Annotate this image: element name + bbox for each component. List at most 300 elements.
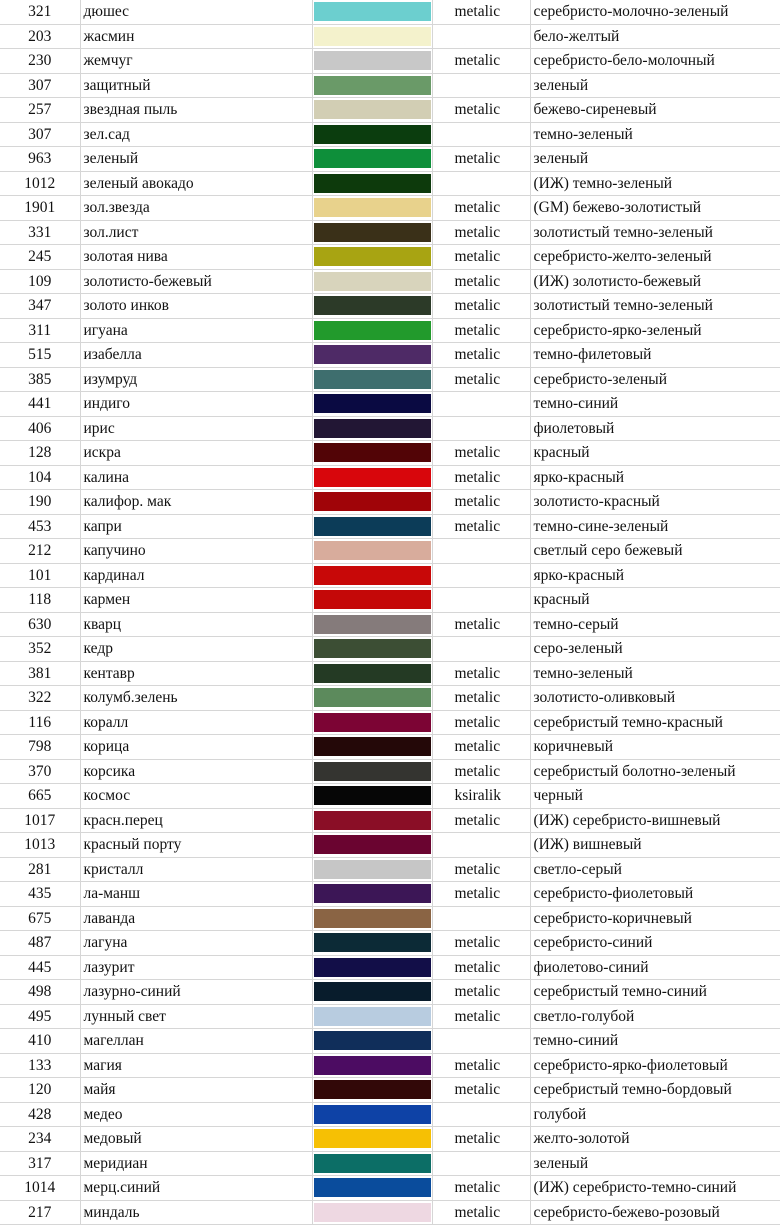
paint-type: metalic (432, 710, 530, 735)
color-swatch (314, 198, 431, 217)
color-description: серебристый болотно-зеленый (530, 759, 780, 784)
color-swatch-cell (312, 735, 432, 760)
table-row (0, 220, 780, 245)
color-swatch-cell (312, 1029, 432, 1054)
table-row (0, 245, 780, 270)
color-swatch-cell (312, 1053, 432, 1078)
table-row (0, 1004, 780, 1029)
color-description: желто-золотой (530, 1127, 780, 1152)
color-swatch-cell (312, 686, 432, 711)
color-code: 435 (0, 882, 80, 907)
paint-type: metalic (432, 147, 530, 172)
paint-type: metalic (432, 294, 530, 319)
color-description: серебристо-бело-молочный (530, 49, 780, 74)
table-row (0, 1029, 780, 1054)
color-name: корсика (80, 759, 312, 784)
color-swatch-cell (312, 759, 432, 784)
table-row (0, 833, 780, 858)
table-row (0, 612, 780, 637)
color-swatch-cell (312, 661, 432, 686)
color-code: 281 (0, 857, 80, 882)
color-swatch (314, 1080, 431, 1099)
color-code: 118 (0, 588, 80, 613)
color-name: игуана (80, 318, 312, 343)
paint-type: metalic (432, 931, 530, 956)
color-description: серебристо-ярко-фиолетовый (530, 1053, 780, 1078)
table-row (0, 98, 780, 123)
paint-type (432, 906, 530, 931)
color-swatch-cell (312, 1102, 432, 1127)
table-row (0, 465, 780, 490)
table-row (0, 710, 780, 735)
color-description: бело-желтый (530, 24, 780, 49)
color-name: лунный свет (80, 1004, 312, 1029)
table-row (0, 563, 780, 588)
color-code: 410 (0, 1029, 80, 1054)
color-swatch-cell (312, 588, 432, 613)
color-swatch-cell (312, 245, 432, 270)
color-code: 203 (0, 24, 80, 49)
color-swatch (314, 492, 431, 511)
color-name: индиго (80, 392, 312, 417)
paint-type: metalic (432, 1078, 530, 1103)
paint-type (432, 1151, 530, 1176)
color-code: 385 (0, 367, 80, 392)
color-code: 257 (0, 98, 80, 123)
color-swatch (314, 76, 431, 95)
color-swatch (314, 2, 431, 21)
color-swatch (314, 272, 431, 291)
table-row (0, 539, 780, 564)
color-swatch (314, 1154, 431, 1173)
color-code: 370 (0, 759, 80, 784)
table-row (0, 686, 780, 711)
color-swatch (314, 1007, 431, 1026)
color-code: 104 (0, 465, 80, 490)
color-name: миндаль (80, 1200, 312, 1225)
color-swatch (314, 1129, 431, 1148)
color-description: (ИЖ) золотисто-бежевый (530, 269, 780, 294)
color-code: 495 (0, 1004, 80, 1029)
color-code: 101 (0, 563, 80, 588)
color-description: темно-синий (530, 392, 780, 417)
paint-type (432, 588, 530, 613)
color-description: зеленый (530, 147, 780, 172)
color-code: 445 (0, 955, 80, 980)
paint-type: metalic (432, 1176, 530, 1201)
color-description: (GM) бежево-золотистый (530, 196, 780, 221)
table-row (0, 857, 780, 882)
color-name: калифор. мак (80, 490, 312, 515)
color-name: лагуна (80, 931, 312, 956)
table-row (0, 514, 780, 539)
color-code: 116 (0, 710, 80, 735)
color-code: 798 (0, 735, 80, 760)
table-row (0, 490, 780, 515)
color-name: калина (80, 465, 312, 490)
paint-type: metalic (432, 1004, 530, 1029)
color-swatch (314, 713, 431, 732)
table-row (0, 196, 780, 221)
color-swatch-cell (312, 49, 432, 74)
table-row (0, 392, 780, 417)
color-description: серебристо-фиолетовый (530, 882, 780, 907)
color-description: темно-зеленый (530, 661, 780, 686)
table-row (0, 24, 780, 49)
paint-type: metalic (432, 980, 530, 1005)
paint-type: metalic (432, 808, 530, 833)
table-row (0, 294, 780, 319)
color-name: зеленый (80, 147, 312, 172)
color-swatch (314, 517, 431, 536)
table-row (0, 906, 780, 931)
color-code: 190 (0, 490, 80, 515)
paint-type: metalic (432, 441, 530, 466)
color-description: (ИЖ) вишневый (530, 833, 780, 858)
color-description: серебристо-коричневый (530, 906, 780, 931)
color-swatch (314, 786, 431, 805)
color-name: коралл (80, 710, 312, 735)
paint-type: ksiralik (432, 784, 530, 809)
color-swatch-cell (312, 857, 432, 882)
color-swatch (314, 247, 431, 266)
color-name: медовый (80, 1127, 312, 1152)
color-code: 630 (0, 612, 80, 637)
color-code: 109 (0, 269, 80, 294)
table-row (0, 441, 780, 466)
color-swatch-cell (312, 294, 432, 319)
table-row (0, 171, 780, 196)
table-row (0, 1102, 780, 1127)
color-swatch-cell (312, 441, 432, 466)
table-row (0, 735, 780, 760)
color-name: магия (80, 1053, 312, 1078)
color-description: красный (530, 441, 780, 466)
paint-type (432, 24, 530, 49)
color-description: зеленый (530, 73, 780, 98)
color-code: 1013 (0, 833, 80, 858)
color-code: 1012 (0, 171, 80, 196)
table-row (0, 0, 780, 24)
color-name: зол.лист (80, 220, 312, 245)
color-name: магеллан (80, 1029, 312, 1054)
paint-type (432, 637, 530, 662)
color-name: искра (80, 441, 312, 466)
color-swatch-cell (312, 24, 432, 49)
color-code: 347 (0, 294, 80, 319)
color-name: жемчуг (80, 49, 312, 74)
color-code: 317 (0, 1151, 80, 1176)
table-row (0, 318, 780, 343)
color-name: капучино (80, 539, 312, 564)
color-swatch-cell (312, 392, 432, 417)
color-swatch (314, 762, 431, 781)
color-swatch-cell (312, 955, 432, 980)
table-row (0, 955, 780, 980)
color-description: золотистый темно-зеленый (530, 220, 780, 245)
color-code: 217 (0, 1200, 80, 1225)
paint-type: metalic (432, 98, 530, 123)
table-row (0, 367, 780, 392)
color-name: зел.сад (80, 122, 312, 147)
color-description: серебристо-бежево-розовый (530, 1200, 780, 1225)
color-code: 128 (0, 441, 80, 466)
color-swatch (314, 394, 431, 413)
color-swatch-cell (312, 784, 432, 809)
color-swatch-cell (312, 514, 432, 539)
color-name: космос (80, 784, 312, 809)
paint-type: metalic (432, 735, 530, 760)
table-row (0, 588, 780, 613)
color-swatch (314, 223, 431, 242)
color-swatch (314, 639, 431, 658)
color-swatch (314, 664, 431, 683)
color-swatch-cell (312, 220, 432, 245)
paint-type: metalic (432, 490, 530, 515)
paint-type: metalic (432, 196, 530, 221)
color-swatch-cell (312, 1127, 432, 1152)
paint-type (432, 539, 530, 564)
color-description: серо-зеленый (530, 637, 780, 662)
paint-type: metalic (432, 220, 530, 245)
paint-type: metalic (432, 1200, 530, 1225)
paint-type (432, 122, 530, 147)
color-swatch (314, 835, 431, 854)
color-description: красный (530, 588, 780, 613)
color-swatch (314, 590, 431, 609)
color-code: 331 (0, 220, 80, 245)
paint-type: metalic (432, 661, 530, 686)
color-code: 487 (0, 931, 80, 956)
color-swatch (314, 566, 431, 585)
color-swatch (314, 370, 431, 389)
color-swatch (314, 125, 431, 144)
color-name: капри (80, 514, 312, 539)
color-swatch-cell (312, 196, 432, 221)
table-row (0, 980, 780, 1005)
paint-type: metalic (432, 514, 530, 539)
paint-type (432, 171, 530, 196)
color-code: 322 (0, 686, 80, 711)
color-swatch (314, 296, 431, 315)
color-swatch-cell (312, 882, 432, 907)
table-row (0, 49, 780, 74)
color-swatch-cell (312, 367, 432, 392)
paint-type: metalic (432, 857, 530, 882)
color-swatch-cell (312, 73, 432, 98)
color-name: изабелла (80, 343, 312, 368)
paint-type (432, 833, 530, 858)
color-code: 133 (0, 1053, 80, 1078)
table-row (0, 637, 780, 662)
color-swatch (314, 982, 431, 1001)
paint-type: metalic (432, 686, 530, 711)
color-name: золотисто-бежевый (80, 269, 312, 294)
color-swatch-cell (312, 147, 432, 172)
color-description: голубой (530, 1102, 780, 1127)
paint-type: metalic (432, 1053, 530, 1078)
color-swatch-cell (312, 318, 432, 343)
color-name: лазурит (80, 955, 312, 980)
color-swatch (314, 174, 431, 193)
color-code: 963 (0, 147, 80, 172)
color-name: защитный (80, 73, 312, 98)
color-name: золото инков (80, 294, 312, 319)
paint-type: metalic (432, 759, 530, 784)
color-description: (ИЖ) темно-зеленый (530, 171, 780, 196)
color-description: серебристо-молочно-зеленый (530, 0, 780, 24)
color-description: бежево-сиреневый (530, 98, 780, 123)
paint-type (432, 416, 530, 441)
color-description: серебристо-ярко-зеленый (530, 318, 780, 343)
color-swatch-cell (312, 931, 432, 956)
color-description: серебристо-синий (530, 931, 780, 956)
paint-type: metalic (432, 245, 530, 270)
paint-type: metalic (432, 318, 530, 343)
color-name: золотая нива (80, 245, 312, 270)
color-name: зеленый авокадо (80, 171, 312, 196)
color-swatch-cell (312, 833, 432, 858)
color-code: 307 (0, 122, 80, 147)
color-swatch-cell (312, 710, 432, 735)
color-code: 245 (0, 245, 80, 270)
table-row (0, 759, 780, 784)
color-swatch (314, 615, 431, 634)
color-code: 675 (0, 906, 80, 931)
color-swatch (314, 737, 431, 756)
color-description: светло-серый (530, 857, 780, 882)
paint-type: metalic (432, 343, 530, 368)
color-swatch (314, 1178, 431, 1197)
color-name: дюшес (80, 0, 312, 24)
color-swatch-cell (312, 563, 432, 588)
color-code: 230 (0, 49, 80, 74)
color-swatch-cell (312, 539, 432, 564)
color-description: фиолетовый (530, 416, 780, 441)
table-row (0, 882, 780, 907)
color-description: (ИЖ) серебристо-вишневый (530, 808, 780, 833)
color-swatch-cell (312, 637, 432, 662)
table-row (0, 122, 780, 147)
color-swatch (314, 1203, 431, 1222)
color-swatch (314, 27, 431, 46)
table-row (0, 343, 780, 368)
color-description: золотисто-оливковый (530, 686, 780, 711)
color-name: красный порту (80, 833, 312, 858)
color-name: изумруд (80, 367, 312, 392)
color-name: звездная пыль (80, 98, 312, 123)
color-name: ла-манш (80, 882, 312, 907)
color-description: светло-голубой (530, 1004, 780, 1029)
color-code: 428 (0, 1102, 80, 1127)
color-swatch (314, 933, 431, 952)
table-row (0, 147, 780, 172)
color-description: светлый серо бежевый (530, 539, 780, 564)
color-swatch-cell (312, 465, 432, 490)
paint-type: metalic (432, 367, 530, 392)
table-row (0, 416, 780, 441)
color-code: 120 (0, 1078, 80, 1103)
color-swatch (314, 149, 431, 168)
paint-type (432, 563, 530, 588)
paint-type: metalic (432, 1127, 530, 1152)
color-code: 515 (0, 343, 80, 368)
color-description: серебристый темно-бордовый (530, 1078, 780, 1103)
paint-type (432, 73, 530, 98)
paint-type (432, 1029, 530, 1054)
paint-type: metalic (432, 49, 530, 74)
paint-type (432, 392, 530, 417)
color-name: лаванда (80, 906, 312, 931)
table-row (0, 1078, 780, 1103)
color-swatch (314, 51, 431, 70)
color-code: 381 (0, 661, 80, 686)
table-row (0, 1200, 780, 1225)
color-swatch (314, 688, 431, 707)
color-swatch-cell (312, 980, 432, 1005)
color-name: лазурно-синий (80, 980, 312, 1005)
color-swatch-cell (312, 269, 432, 294)
color-name: медео (80, 1102, 312, 1127)
color-name: кедр (80, 637, 312, 662)
color-name: жасмин (80, 24, 312, 49)
color-name: колумб.зелень (80, 686, 312, 711)
table-row (0, 1176, 780, 1201)
paint-type (432, 1102, 530, 1127)
color-description: ярко-красный (530, 465, 780, 490)
color-description: коричневый (530, 735, 780, 760)
color-code: 1014 (0, 1176, 80, 1201)
color-swatch-cell (312, 1200, 432, 1225)
paint-type: metalic (432, 955, 530, 980)
color-swatch (314, 958, 431, 977)
color-description: темно-синий (530, 1029, 780, 1054)
color-name: кармен (80, 588, 312, 613)
color-description: серебристый темно-красный (530, 710, 780, 735)
color-name: зол.звезда (80, 196, 312, 221)
color-description: золотисто-красный (530, 490, 780, 515)
paint-type: metalic (432, 465, 530, 490)
table-row (0, 808, 780, 833)
color-name: ирис (80, 416, 312, 441)
color-name: меридиан (80, 1151, 312, 1176)
color-description: темно-сине-зеленый (530, 514, 780, 539)
color-swatch-cell (312, 1176, 432, 1201)
color-swatch (314, 860, 431, 879)
color-description: серебристый темно-синий (530, 980, 780, 1005)
table-row (0, 73, 780, 98)
color-description: серебристо-зеленый (530, 367, 780, 392)
color-swatch (314, 909, 431, 928)
color-description: золотистый темно-зеленый (530, 294, 780, 319)
color-code: 665 (0, 784, 80, 809)
color-description: темно-зеленый (530, 122, 780, 147)
table-row (0, 784, 780, 809)
color-code: 453 (0, 514, 80, 539)
color-code: 441 (0, 392, 80, 417)
color-code: 1901 (0, 196, 80, 221)
paint-type: metalic (432, 269, 530, 294)
color-code: 234 (0, 1127, 80, 1152)
color-name: кварц (80, 612, 312, 637)
paint-type: metalic (432, 882, 530, 907)
color-code: 498 (0, 980, 80, 1005)
color-code: 212 (0, 539, 80, 564)
color-code: 307 (0, 73, 80, 98)
color-swatch-cell (312, 808, 432, 833)
table-row (0, 931, 780, 956)
color-swatch-cell (312, 1151, 432, 1176)
